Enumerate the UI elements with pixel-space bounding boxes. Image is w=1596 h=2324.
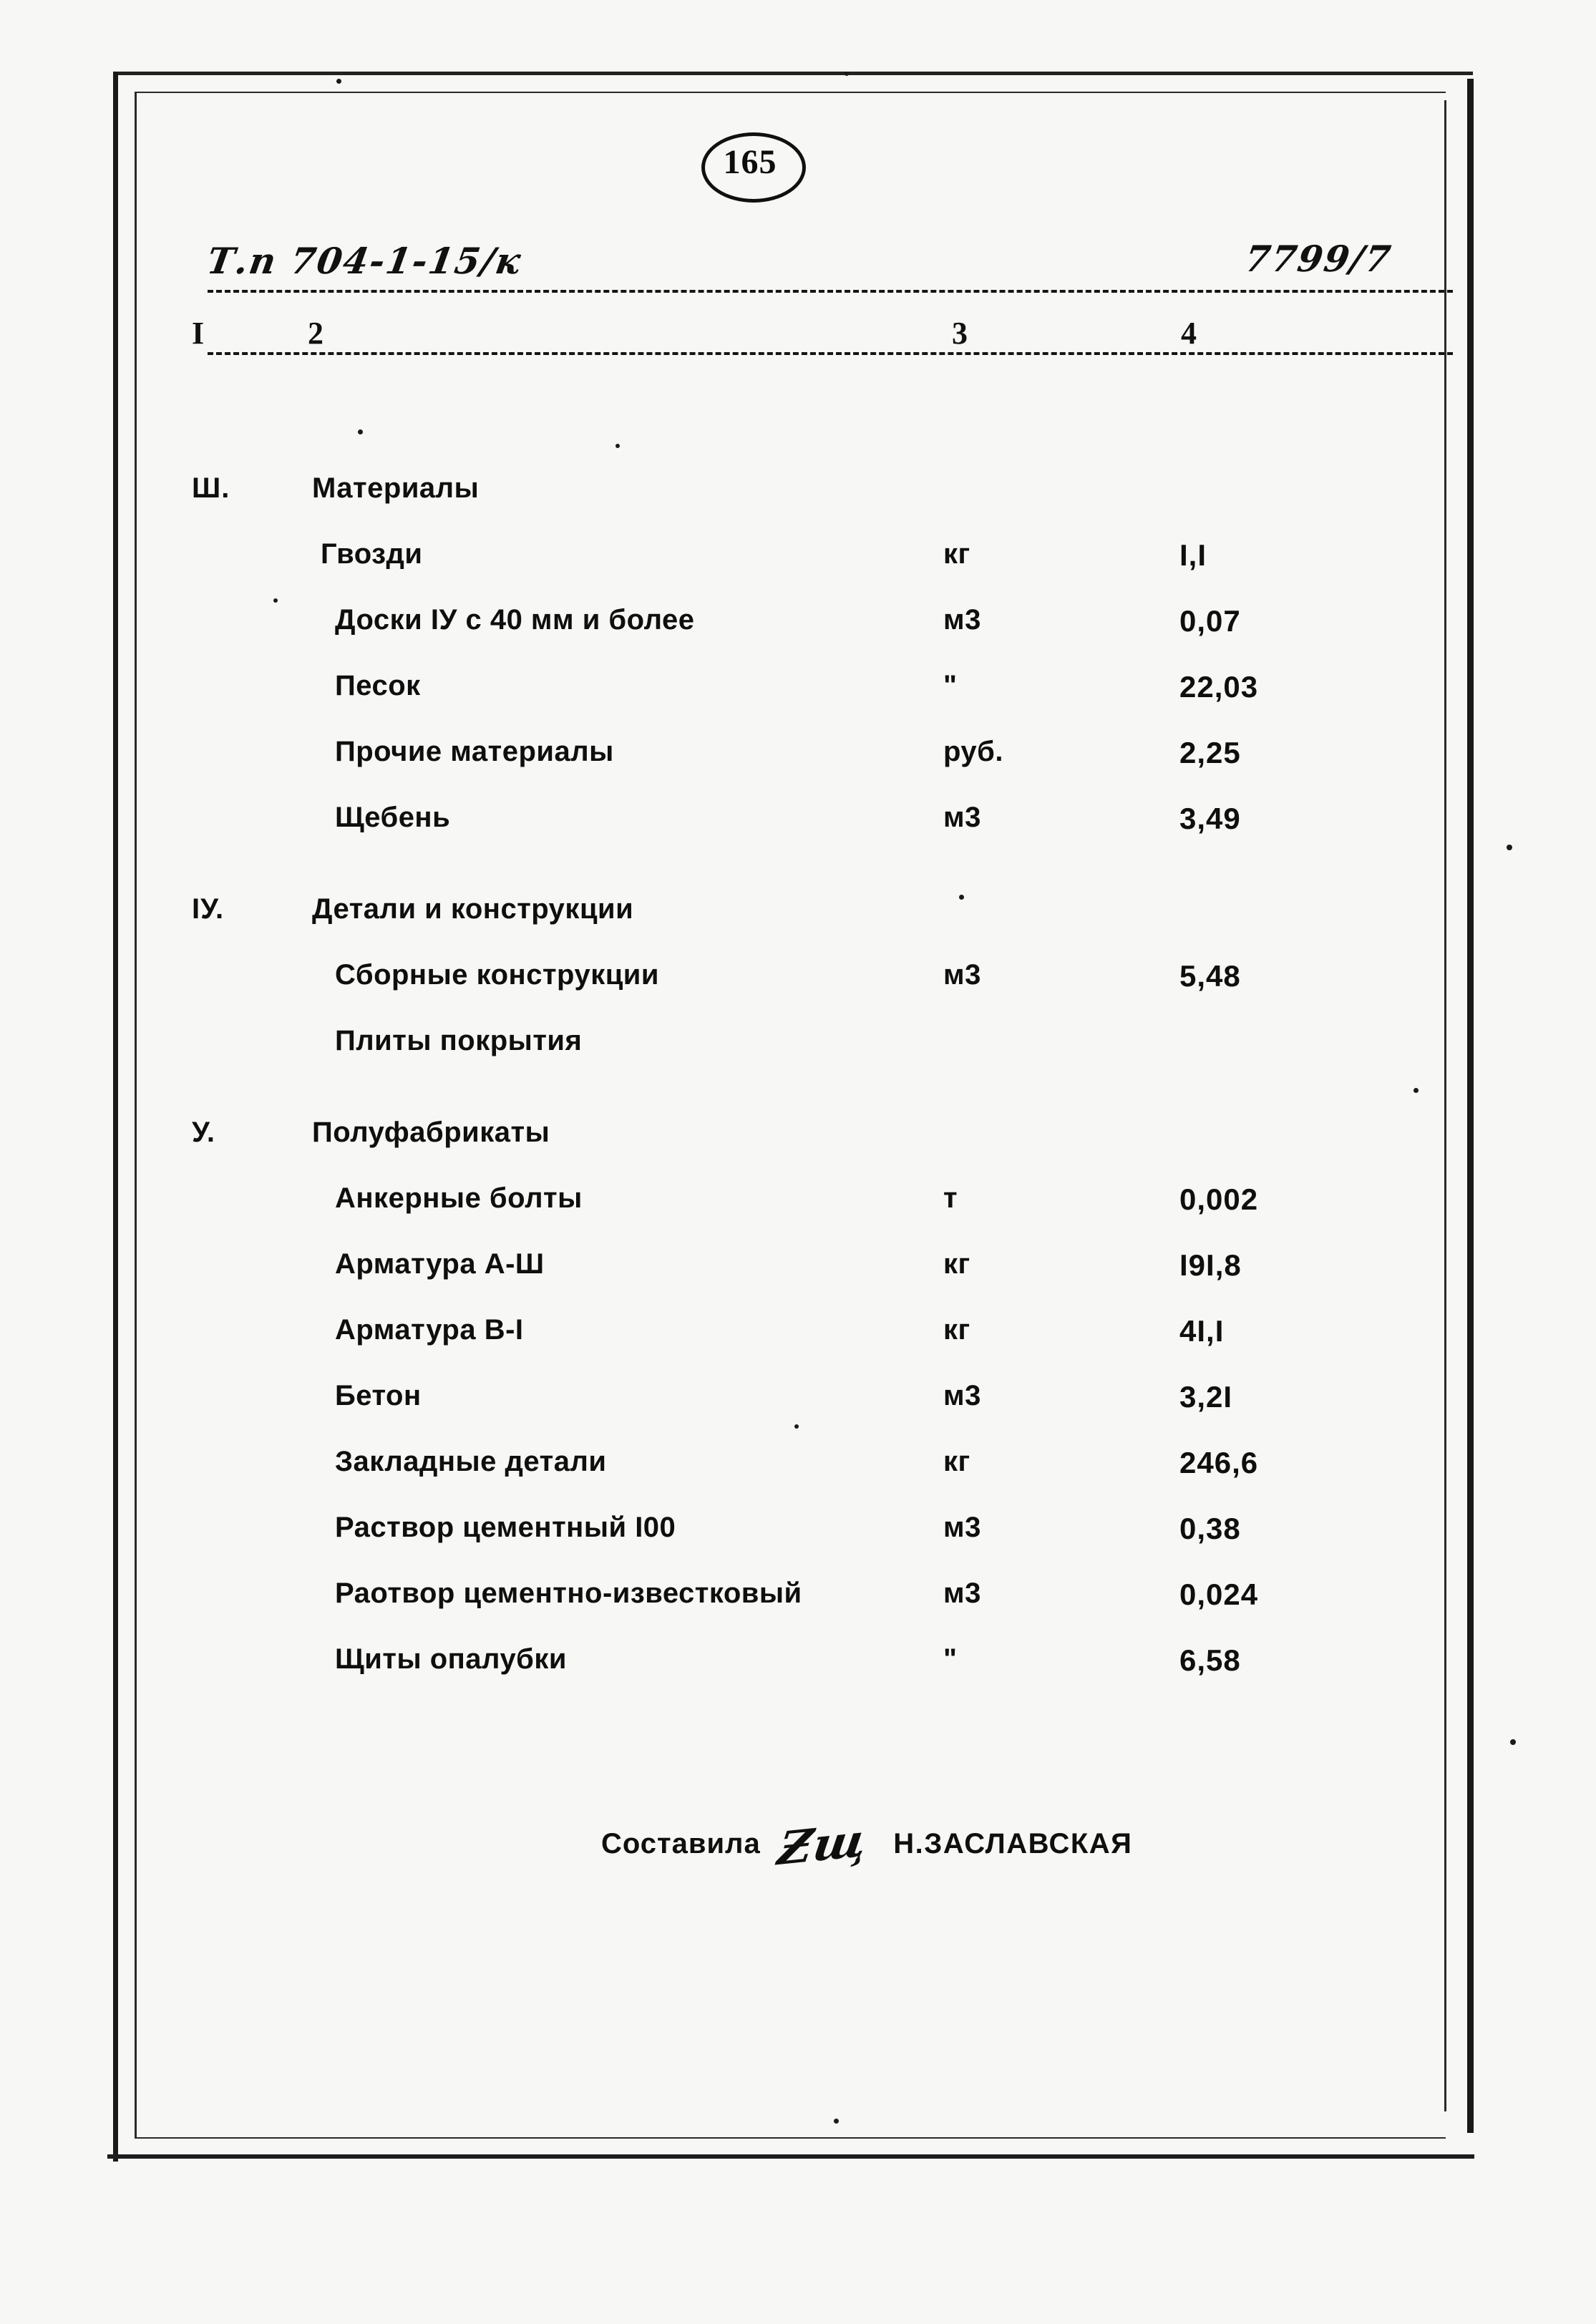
table-row bbox=[0, 959, 1596, 1025]
row-value: I9I,8 bbox=[1179, 1248, 1242, 1282]
scan-speck bbox=[336, 79, 341, 84]
row-section-number: Ш. bbox=[192, 472, 230, 504]
scan-speck bbox=[1510, 1739, 1516, 1745]
table-row bbox=[0, 1182, 1596, 1248]
table-row bbox=[0, 802, 1596, 867]
row-item-name: Плиты покрытия bbox=[335, 1025, 583, 1056]
page-number-stamp bbox=[701, 132, 802, 198]
row-unit: м3 bbox=[943, 1512, 981, 1543]
row-unit: м3 bbox=[943, 959, 981, 991]
column-number-row bbox=[0, 315, 1596, 358]
scan-frame-top bbox=[113, 72, 1473, 75]
row-value: 5,48 bbox=[1179, 959, 1241, 993]
row-item-name: Закладные детали bbox=[335, 1446, 607, 1477]
column-number-4: 4 bbox=[1181, 316, 1197, 351]
row-unit: " bbox=[943, 1643, 958, 1675]
row-item-name: Щебень bbox=[335, 802, 451, 833]
signature-label: Составила bbox=[601, 1828, 761, 1859]
inner-border-bottom bbox=[136, 2137, 1446, 2139]
scan-speck bbox=[273, 598, 278, 603]
column-number-3: 3 bbox=[952, 316, 968, 351]
table-row bbox=[0, 1380, 1596, 1446]
table-row bbox=[0, 736, 1596, 802]
row-unit: м3 bbox=[943, 802, 981, 833]
scan-speck bbox=[1413, 1088, 1419, 1093]
document-code-handwritten: Т.п 704-1-15/к bbox=[204, 240, 525, 282]
row-value: 2,25 bbox=[1179, 736, 1241, 769]
row-item-name: Арматура А-Ш bbox=[335, 1248, 545, 1280]
table-row bbox=[0, 604, 1596, 670]
row-value: 0,38 bbox=[1179, 1512, 1241, 1545]
row-unit: м3 bbox=[943, 1577, 981, 1609]
row-item-name: Материалы bbox=[312, 472, 480, 504]
row-value: 0,002 bbox=[1179, 1182, 1259, 1216]
group-spacer bbox=[0, 867, 1596, 893]
row-unit: " bbox=[943, 670, 958, 701]
column-number-2: 2 bbox=[308, 316, 323, 351]
row-section-number: У. bbox=[192, 1117, 215, 1148]
row-unit: кг bbox=[943, 1446, 970, 1477]
row-item-name: Щиты опалубки bbox=[335, 1643, 567, 1675]
table-row bbox=[0, 1314, 1596, 1380]
scan-speck bbox=[358, 429, 363, 434]
row-value: 3,49 bbox=[1179, 802, 1241, 835]
row-item-name: Гвозди bbox=[321, 538, 423, 570]
row-value: I,I bbox=[1179, 538, 1207, 572]
scan-speck bbox=[845, 72, 849, 76]
row-unit: т bbox=[943, 1182, 958, 1214]
row-value: 6,58 bbox=[1179, 1643, 1241, 1677]
row-value: 0,07 bbox=[1179, 604, 1241, 638]
row-item-name: Бетон bbox=[335, 1380, 422, 1411]
table-row bbox=[0, 670, 1596, 736]
signature-name: Н.ЗАСЛАВСКАЯ bbox=[893, 1828, 1133, 1859]
scan-frame-bottom bbox=[107, 2154, 1474, 2159]
row-unit: м3 bbox=[943, 604, 981, 636]
column-number-1: I bbox=[192, 316, 205, 351]
row-item-name: Раотвор цементно-известковый bbox=[335, 1577, 802, 1609]
group-spacer bbox=[0, 1091, 1596, 1117]
row-item-name: Анкерные болты bbox=[335, 1182, 583, 1214]
table-row bbox=[0, 1248, 1596, 1314]
scan-speck bbox=[834, 2119, 839, 2124]
signature-line bbox=[601, 1813, 1133, 1877]
row-item-name: Сборные конструкции bbox=[335, 959, 659, 991]
row-item-name: Прочие материалы bbox=[335, 736, 614, 767]
row-value: 0,024 bbox=[1179, 1577, 1259, 1611]
scan-speck bbox=[959, 895, 964, 900]
row-unit: кг bbox=[943, 538, 970, 570]
handwritten-signature: Ƶщ bbox=[774, 1813, 871, 1877]
table-row bbox=[0, 1643, 1596, 1709]
row-item-name: Раствор цементный I00 bbox=[335, 1512, 676, 1543]
row-value: 4I,I bbox=[1179, 1314, 1225, 1348]
row-unit: кг bbox=[943, 1314, 970, 1346]
table-row bbox=[0, 1446, 1596, 1512]
row-value: 246,6 bbox=[1179, 1446, 1259, 1479]
table-row bbox=[0, 1025, 1596, 1091]
row-section-number: IУ. bbox=[192, 893, 225, 925]
table-row bbox=[0, 538, 1596, 604]
table-row bbox=[0, 472, 1596, 538]
row-item-name: Детали и конструкции bbox=[312, 893, 634, 925]
scan-speck bbox=[794, 1424, 799, 1429]
row-item-name: Доски IУ с 40 мм и более bbox=[335, 604, 695, 636]
materials-table bbox=[0, 472, 1596, 1709]
header-dashed-rule bbox=[208, 290, 1453, 293]
document-reference-handwritten: 7799/7 bbox=[1242, 238, 1395, 280]
row-item-name: Арматура В-I bbox=[335, 1314, 524, 1346]
table-row bbox=[0, 1577, 1596, 1643]
row-value: 22,03 bbox=[1179, 670, 1259, 704]
row-unit: м3 bbox=[943, 1380, 981, 1411]
row-item-name: Песок bbox=[335, 670, 421, 701]
table-row bbox=[0, 1117, 1596, 1182]
scan-speck bbox=[615, 444, 620, 448]
table-row bbox=[0, 1512, 1596, 1577]
row-item-name: Полуфабрикаты bbox=[312, 1117, 550, 1148]
column-header-dashed-rule bbox=[208, 352, 1453, 355]
inner-border-top bbox=[136, 92, 1446, 93]
scan-speck bbox=[1507, 845, 1512, 850]
row-value: 3,2I bbox=[1179, 1380, 1233, 1414]
page-number-text: 165 bbox=[723, 143, 777, 181]
row-unit: руб. bbox=[943, 736, 1003, 767]
table-row bbox=[0, 893, 1596, 959]
row-unit: кг bbox=[943, 1248, 970, 1280]
